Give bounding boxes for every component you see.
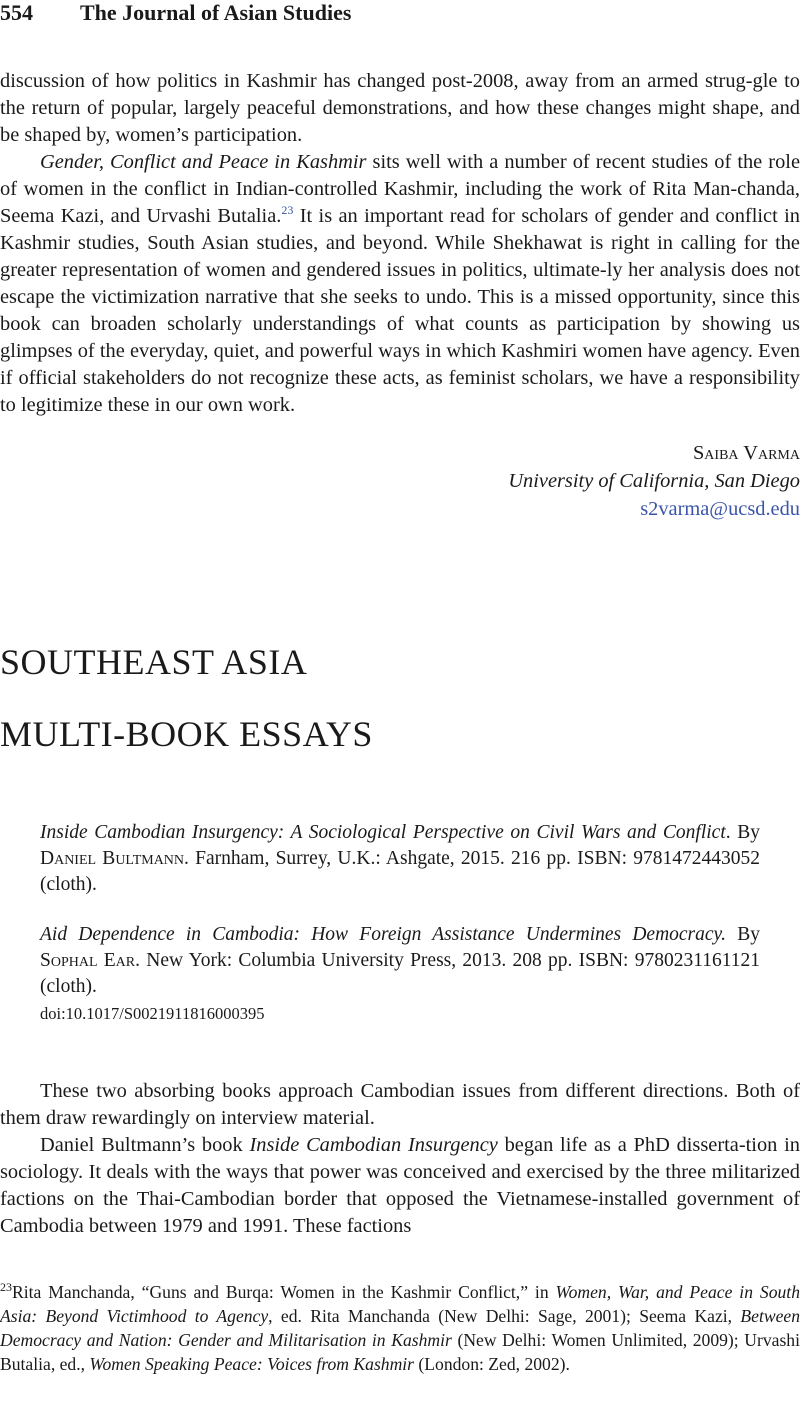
essay-book-title: Inside Cambodian Insurgency (249, 1134, 498, 1156)
page-number: 554 (0, 0, 33, 25)
reviewer-name: Saiba Varma (692, 442, 800, 464)
section-heading-southeast-asia: SOUTHEAST ASIA (0, 642, 308, 682)
book-2-author: Sophal Ear (40, 950, 136, 971)
essay-body (0, 1078, 800, 1240)
doi-link[interactable]: doi:10.1017/S0021911816000395 (40, 1004, 265, 1023)
section-heading-multi-book-essays: MULTI-BOOK ESSAYS (0, 714, 373, 754)
review-body (0, 68, 800, 419)
book-1-author: Daniel Bultmann (40, 848, 185, 869)
book-1-title: Inside Cambodian Insurgency: A Sociological Perspective on Civil Wars and Conflict (40, 822, 726, 843)
review-paragraph-1: discussion of how politics in Kashmir has changed post-2008, away from an armed strug-gle to the return of popular, largely peaceful demonstrations, and how these changes might shape, and be shaped by, women’s participation. (0, 70, 800, 146)
footnote-ref-23[interactable]: 23 (281, 203, 294, 218)
book-1-details: . Farnham, Surrey, U.K.: Ashgate, 2015. 216 pp. ISBN: 9781472443052 (cloth). (40, 848, 760, 895)
footnote-number: 23 (0, 1280, 12, 1295)
book-2-details: . New York: Columbia University Press, 2013. 208 pp. ISBN: 9780231161121 (cloth). (40, 950, 760, 997)
book-title-italic: Gender, Conflict and Peace in Kashmir (40, 151, 367, 173)
book-citation-2: Aid Dependence in Cambodia: How Foreign Assistance Undermines Democracy. By Sophal Ear. New York: Columbia University Press, 2013. 208 pp. ISBN: 9780231161121 (cloth). (40, 924, 760, 997)
footnote-23: $^{23}$Rita Manchanda, “Guns and Burqa: Women in the Kashmir Conflict,” in Women, War, and Peace in South Asia: Beyond Victimhood to Agency, ed. Rita Manchanda (New Delhi: Sage, 2001); Seema Kazi, Between Democracy and Nation: Gender and Militarisation in Kashmir (New Delhi: Women Unlimited, 2009); Urvashi Butalia, ed., Women Speaking Peace: Voices from Kashmir (London: Zed, 2002). (0, 1280, 800, 1374)
reviewer-affiliation: University of California, San Diego (508, 470, 800, 492)
review-paragraph-2-text-b: It is an important read for scholars of gender and conflict in Kashmir studies, South Asian studies, and beyond. While Shekhawat is right in calling for the greater representation of women and gendered issues in politics, ultimate-ly her analysis does not escape the victimization narrative that she seeks to undo. This is a missed opportunity, since this book can broaden scholarly understandings of what counts as participation by showing us glimpses of the everyday, quiet, and powerful ways in which Kashmiri women have agency. Even if official stakeholders do not recognize these acts, as feminist scholars, we have a responsibility to legitimize these in our own work. (0, 205, 800, 416)
essay-paragraph-2: Daniel Bultmann’s book Inside Cambodian Insurgency began life as a PhD disserta-tion in sociology. It deals with the ways that power was conceived and exercised by the three militarized factions on the Thai-Cambodian border that opposed the Vietnamese-installed government of Cambodia between 1979 and 1991. These factions (0, 1134, 800, 1237)
review-paragraph-2 (0, 149, 800, 419)
journal-title: The Journal of Asian Studies (80, 0, 352, 25)
essay-paragraph-1: These two absorbing books approach Cambodian issues from different directions. Both of them draw rewardingly on interview material. (0, 1080, 800, 1129)
book-citation-1: Inside Cambodian Insurgency: A Sociological Perspective on Civil Wars and Conflict. By Daniel Bultmann. Farnham, Surrey, U.K.: Ashgate, 2015. 216 pp. ISBN: 9781472443052 (cloth). (40, 822, 760, 895)
reviewer-email-link[interactable]: s2varma@ucsd.edu (640, 498, 800, 520)
book-2-title: Aid Dependence in Cambodia: How Foreign Assistance Undermines Democracy. (40, 924, 727, 945)
running-header (0, 0, 800, 28)
review-paragraph-2-text-a: sits well with a number of recent studies of the role of women in the conflict in Indian-controlled Kashmir, including the work of Rita Man-chanda, Seema Kazi, and Urvashi Butalia. (0, 151, 800, 227)
